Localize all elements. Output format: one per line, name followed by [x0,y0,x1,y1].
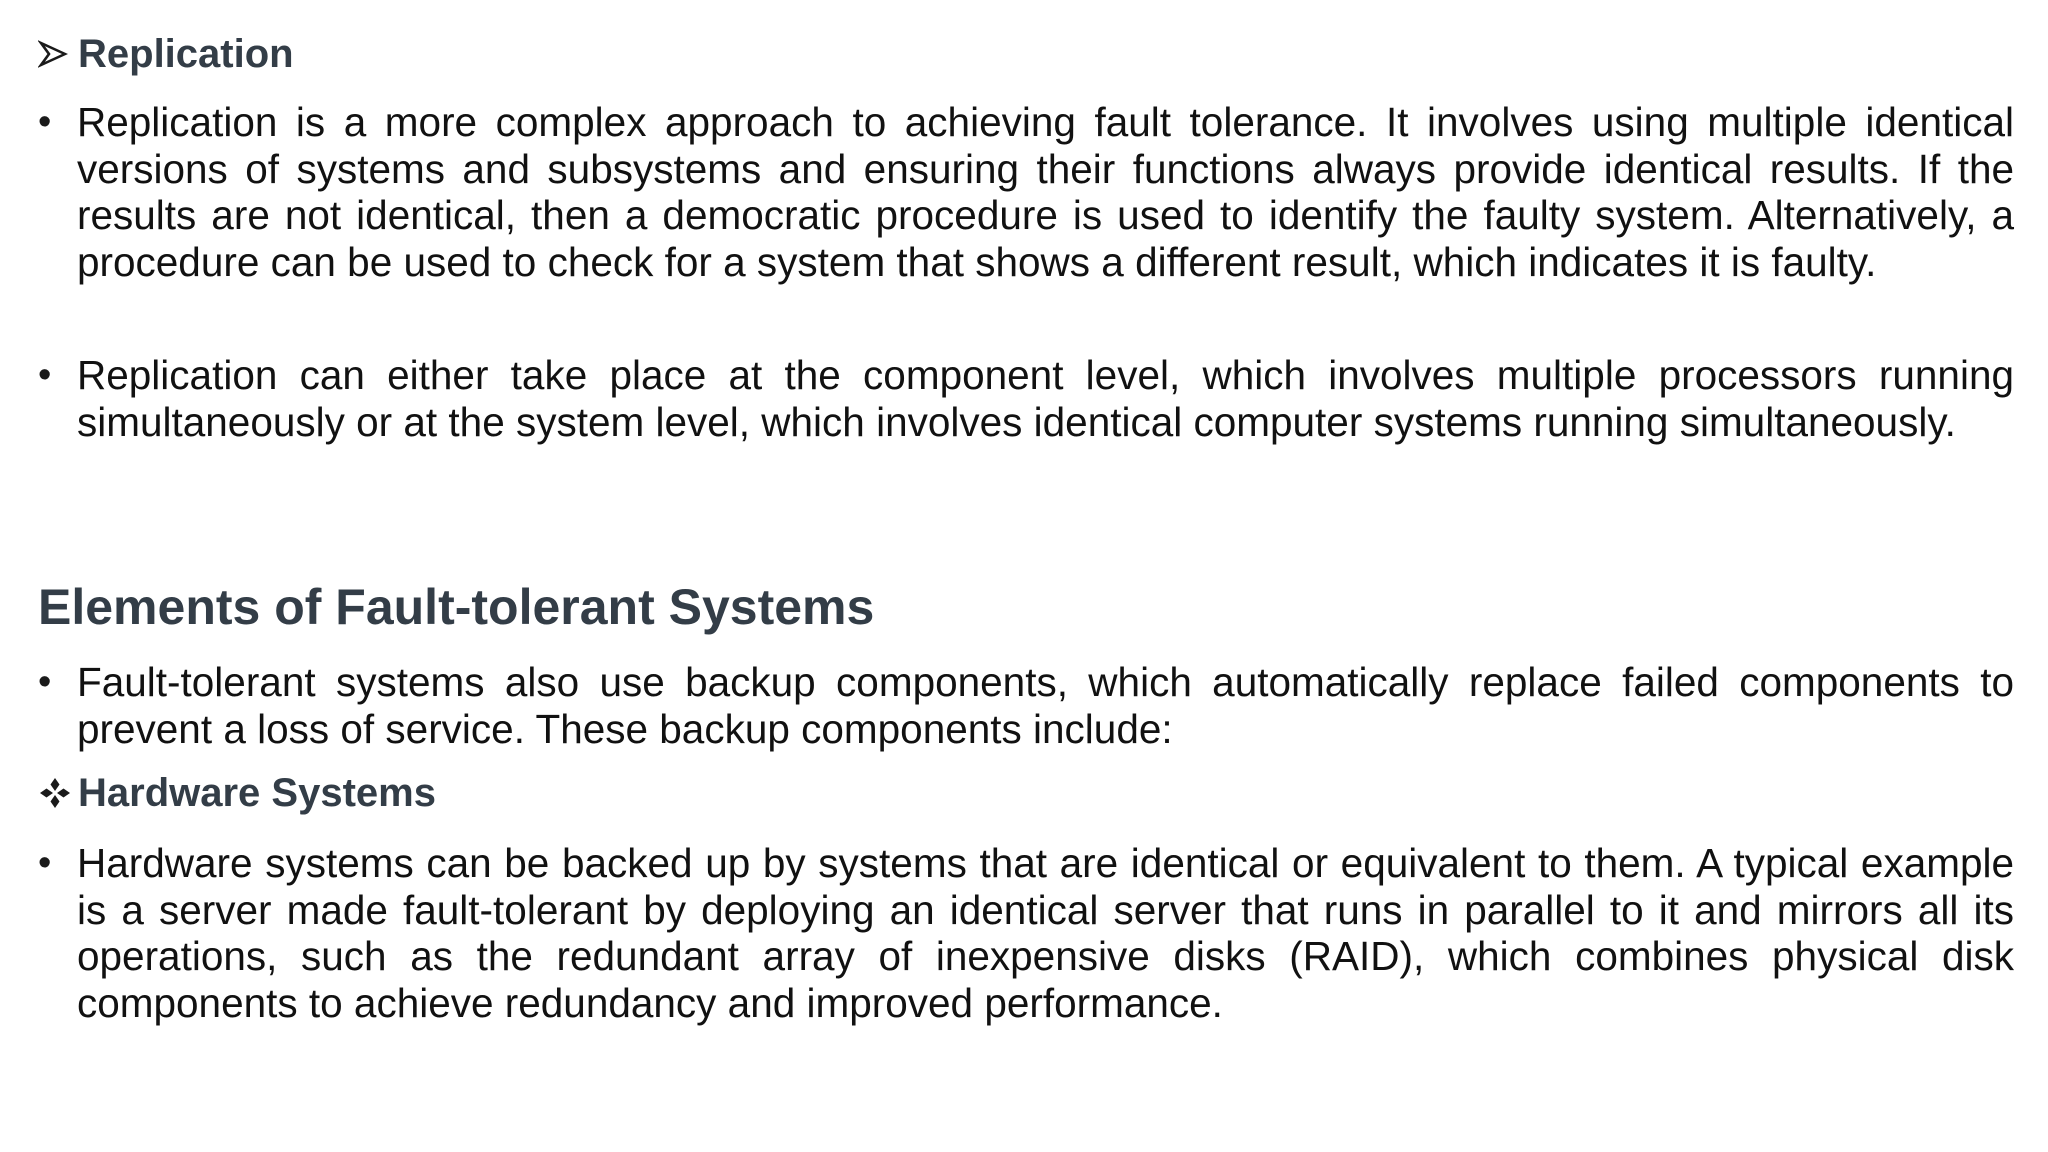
bullet-dot-icon: • [38,101,52,143]
elements-heading: Elements of Fault-tolerant Systems [38,579,875,635]
replication-title: Replication [78,32,294,76]
list-item [38,99,2014,285]
elements-bullet-1: Fault-tolerant systems also use backup components, which automatically replace failed components to prevent a loss of service. These backup components include: [77,659,2014,752]
hardware-subheading [38,770,436,816]
arrowhead-icon [38,39,78,69]
hardware-title: Hardware Systems [78,771,436,815]
replication-bullet-1: Replication is a more complex approach to achieving fault tolerance. It involves using multiple identical versions of systems and subsystems and ensuring their functions always provide identical results. If the results are not identical, then a democratic procedure is used to identify the faulty system. Alternatively, a procedure can be used to check for a system that shows a different result, which indicates it is faulty. [77,99,2014,285]
bullet-dot-icon: • [38,354,52,396]
list-item [38,352,2014,445]
list-item [38,840,2014,1026]
bullet-dot-icon: • [38,661,52,703]
bullet-dot-icon: • [38,842,52,884]
four-diamonds-icon [38,776,78,810]
hardware-bullet-1: Hardware systems can be backed up by systems that are identical or equivalent to them. A typical example is a server made fault-tolerant by deploying an identical server that runs in parallel to it and mirrors all its operations, such as the redundant array of inexpensive disks (RAID), which combines physical disk components to achieve redundancy and improved performance. [77,840,2014,1026]
replication-bullet-2: Replication can either take place at the component level, which involves multiple processors running simultaneously or at the system level, which involves identical computer systems running simultaneously. [77,352,2014,445]
list-item [38,659,2014,752]
replication-subheading [38,31,294,77]
